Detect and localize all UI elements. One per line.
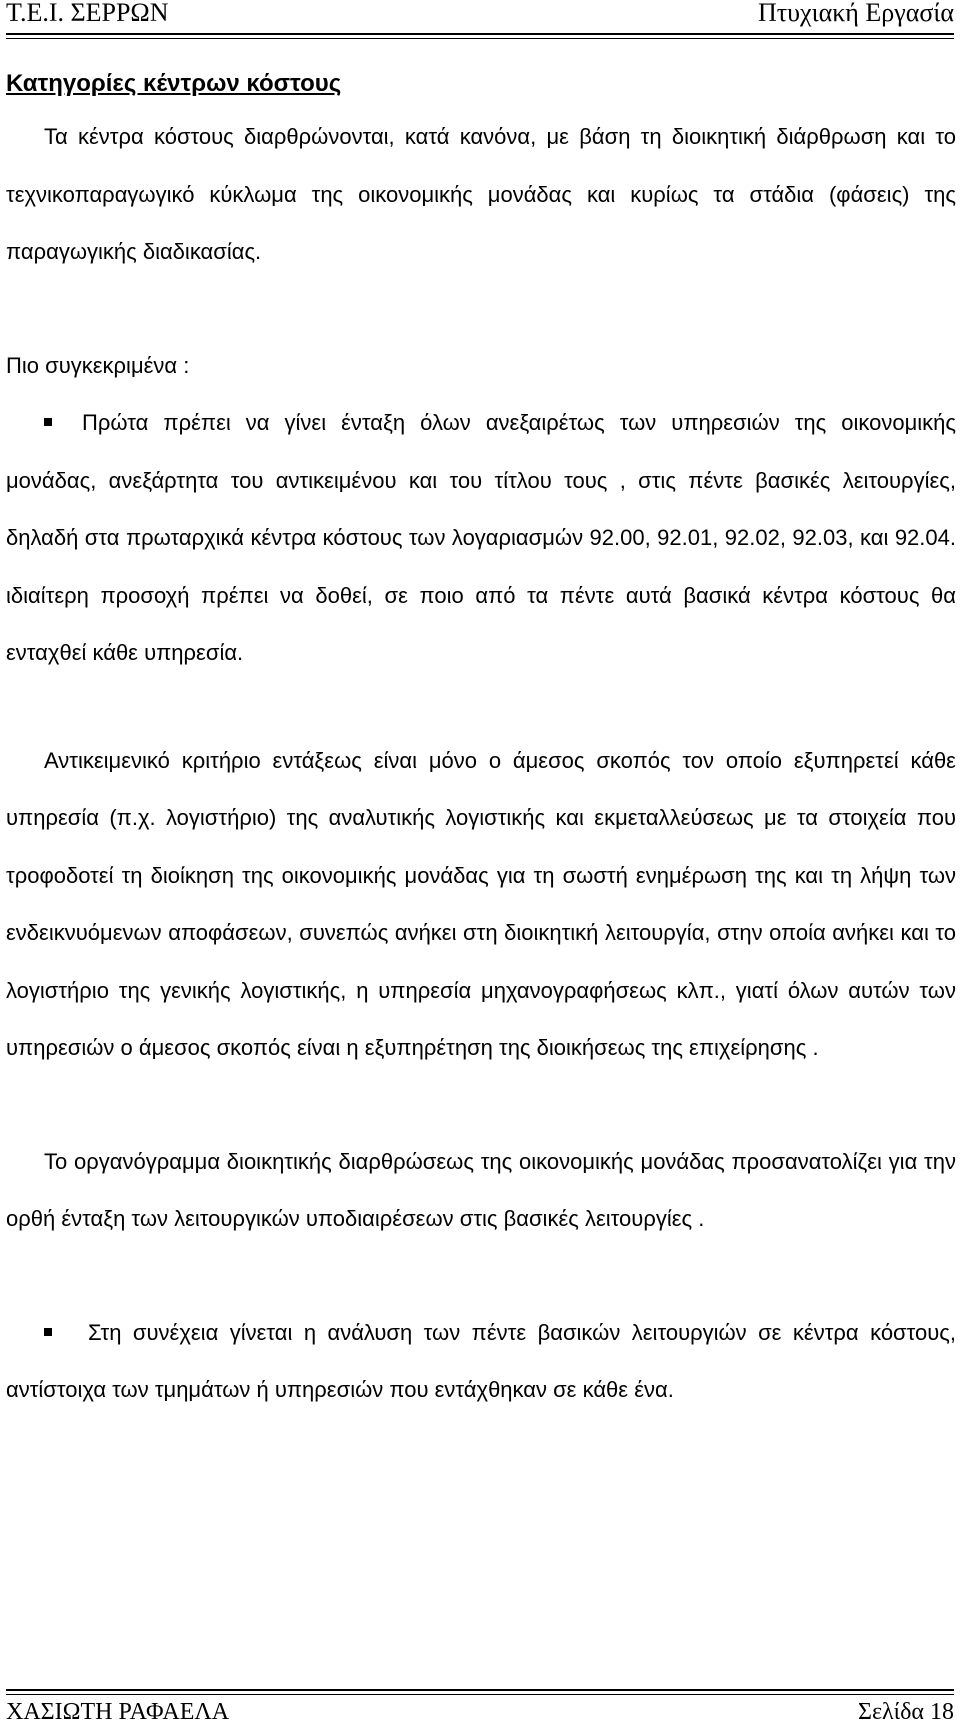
paragraph-criterion: Αντικειμενικό κριτήριο εντάξεως είναι μόνο ο άμεσος σκοπός τον οποίο εξυπηρετεί κάθε υπηρεσία (π.χ. λογιστήριο) της αναλυτικής λογιστικής και εκμεταλλεύσεως με τα στοιχεία που τροφοδοτεί τη διοίκηση της οικονομικής μονάδας για τη σωστή ενημέρωση της και τη λήψη των ενδεικνυόμενων αποφάσεων, συνεπώς ανήκει στη διοικητική λειτουργία, στην οποία ανήκει και το λογιστήριο της γενικής λογιστικής, η υπηρεσία μηχανογραφήσεως κλπ., γιατί όλων αυτών των υπηρεσιών ο άμεσος σκοπός είναι η εξυπηρέτηση της διοικήσεως της επιχείρησης . (6, 747, 956, 1060)
page-footer (6, 1698, 954, 1728)
paragraph-organization-chart: Το οργανόγραμμα διοικητικής διαρθρώσεως της οικονομικής μονάδας προσανατολίζει για την ορθή ένταξη των λειτουργικών υποδιαιρέσεων στις βασικές λειτουργίες . (6, 1148, 956, 1231)
footer-page-number: Σελίδα 18 (857, 1699, 954, 1725)
bullet-item-first (6, 394, 956, 682)
square-bullet-icon (44, 418, 52, 426)
paragraph-intro: Τα κέντρα κόστους διαρθρώνονται, κατά κανόνα, με βάση τη διοικητική διάρθρωση και το τεχνικοπαραγωγικό κύκλωμα της οικονομικής μονάδας και κυρίως τα στάδια (φάσεις) της παραγωγικής διαδικασίας. (6, 124, 956, 264)
section-heading: Κατηγορίες κέντρων κόστους (6, 70, 342, 97)
bullet-item-first-text: Πρώτα πρέπει να γίνει ένταξη όλων ανεξαιρέτως των υπηρεσιών της οικονομικής μονάδας, ανεξάρτητα του αντικειμένου και του τίτλου τους , στις πέντε βασικές λειτουργίες, δηλαδή στα πρωταρχικά κέντρα κόστους των λογαριασμών 92.00, 92.01, 92.02, 92.03, και 92.04. ιδιαίτερη προσοχή πρέπει να δοθεί, σε ποιο από τα πέντε αυτά βασικά κέντρα κόστους θα ενταχθεί κάθε υπηρεσία. (6, 410, 956, 665)
header-document-type: Πτυχιακή Εργασία (757, 0, 954, 27)
page-body (6, 60, 956, 1419)
footer-author: ΧΑΣΙΩΤΗ ΡΑΦΑΕΛΑ (6, 1699, 230, 1725)
header-institution: Τ.Ε.Ι. ΣΕΡΡΩΝ (6, 0, 169, 27)
footer-rule (6, 1689, 954, 1695)
bullet-item-second (6, 1304, 956, 1419)
header-rule (6, 33, 954, 39)
square-bullet-icon (44, 1328, 52, 1336)
paragraph-specifically: Πιο συγκεκριμένα : (6, 352, 190, 378)
bullet-item-second-text: Στη συνέχεια γίνεται η ανάλυση των πέντε βασικών λειτουργιών σε κέντρα κόστους, αντίστοιχα των τμημάτων ή υπηρεσιών που εντάχθηκαν σε κάθε ένα. (6, 1319, 956, 1402)
